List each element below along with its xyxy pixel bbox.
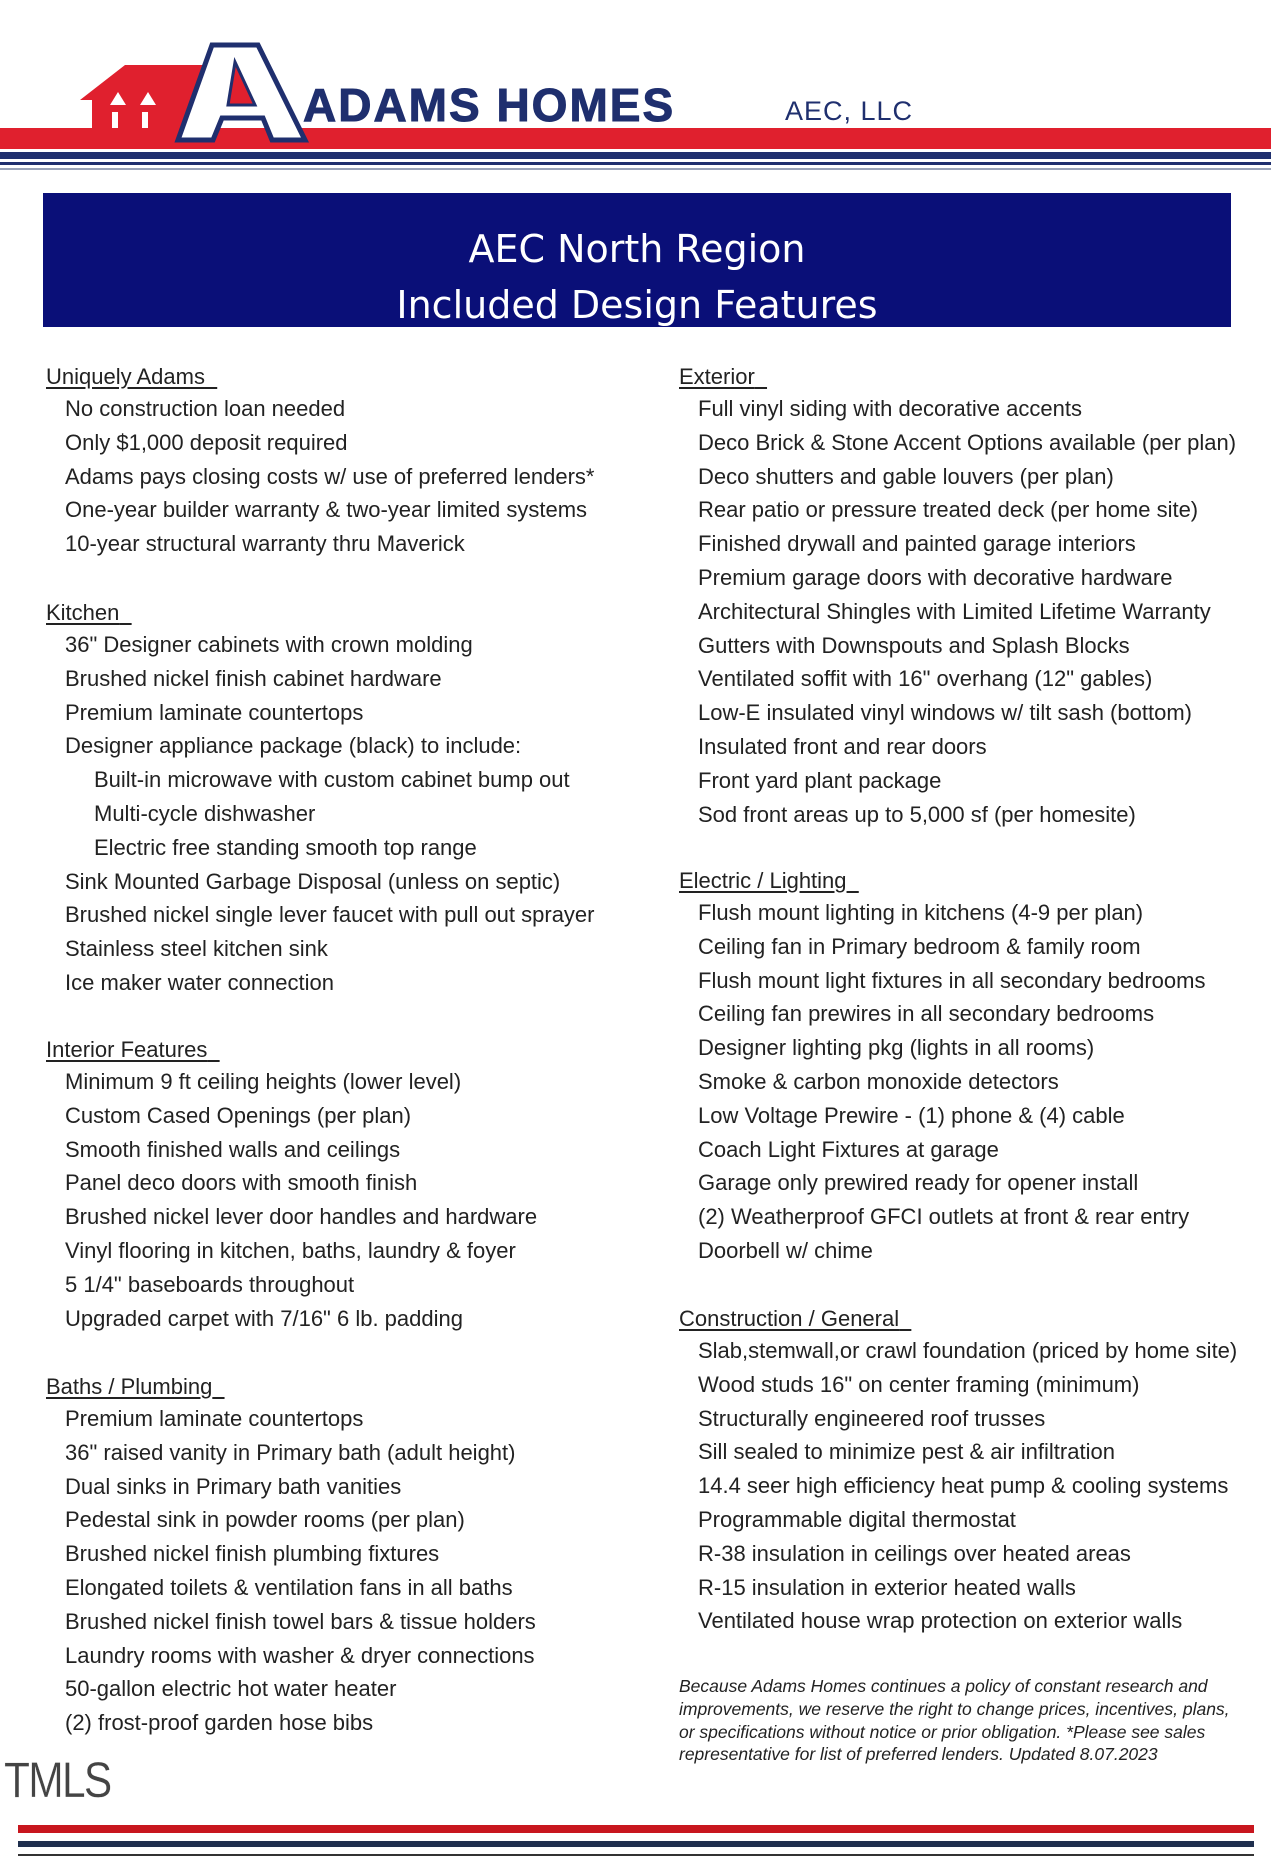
- watermark: TMLS: [4, 1752, 111, 1808]
- list-item: Flush mount light fixtures in all secondary bedrooms: [698, 967, 1206, 993]
- list-item: Adams pays closing costs w/ use of preferred lenders*: [65, 463, 595, 489]
- section-heading-text: Interior Features: [46, 1037, 208, 1062]
- list-item: Programmable digital thermostat: [698, 1506, 1016, 1532]
- list-item: Flush mount lighting in kitchens (4-9 per plan): [698, 900, 1144, 925]
- list-item: Finished drywall and painted garage interiors: [698, 531, 1136, 557]
- list-item: Smooth finished walls and ceilings: [65, 1136, 401, 1162]
- feature-list: [46, 1402, 536, 1740]
- list-item: No construction loan needed: [65, 396, 346, 421]
- list-item: Ventilated soffit with 16" overhang (12" gables): [698, 666, 1153, 692]
- list-item: (2) Weatherproof GFCI outlets at front & rear entry: [698, 1204, 1190, 1230]
- brand-name: ADAMS HOMES: [303, 79, 676, 131]
- section-heading: [46, 1371, 225, 1402]
- title-banner: [43, 193, 1231, 327]
- list-item: Wood studs 16" on center framing (minimum): [698, 1371, 1140, 1397]
- section: [679, 361, 1236, 831]
- list-item: Brushed nickel lever door handles and hardware: [65, 1204, 538, 1230]
- list-item: Gutters with Downspouts and Splash Blocks: [698, 632, 1130, 658]
- list-item: Premium laminate countertops: [65, 699, 364, 725]
- list-item: Brushed nickel single lever faucet with pull out sprayer: [65, 902, 595, 928]
- list-item: Ice maker water connection: [65, 969, 335, 995]
- list-item: Laundry rooms with washer & dryer connections: [65, 1642, 535, 1668]
- feature-list: [679, 896, 1205, 1268]
- section: [679, 865, 1205, 1268]
- feature-list: [679, 1334, 1237, 1638]
- list-item: Built-in microwave with custom cabinet bump out: [94, 767, 570, 793]
- section-heading-text: Baths / Plumbing: [46, 1374, 213, 1399]
- feature-list: [46, 1065, 537, 1335]
- feature-list: [679, 392, 1236, 831]
- heading-underline-trail: [207, 1037, 219, 1062]
- section: [46, 361, 594, 561]
- list-item: Sill sealed to minimize pest & air infiltration: [698, 1439, 1115, 1465]
- list-item: Ceiling fan in Primary bedroom & family room: [698, 933, 1141, 959]
- list-item: Deco shutters and gable louvers (per plan): [698, 463, 1114, 489]
- list-item: Multi-cycle dishwasher: [94, 800, 316, 826]
- list-item: Minimum 9 ft ceiling heights (lower level): [65, 1069, 462, 1094]
- list-item: Premium laminate countertops: [65, 1406, 364, 1431]
- section: [46, 1371, 536, 1740]
- section-heading-text: Electric / Lighting: [679, 868, 847, 893]
- list-item: 36" raised vanity in Primary bath (adult height): [65, 1439, 516, 1465]
- list-item: Brushed nickel finish cabinet hardware: [65, 665, 442, 691]
- section-heading: [679, 361, 767, 392]
- list-item: 50-gallon electric hot water heater: [65, 1676, 397, 1702]
- list-item: Garage only prewired ready for opener install: [698, 1170, 1139, 1196]
- list-item: 36" Designer cabinets with crown molding: [65, 632, 473, 657]
- list-item: Front yard plant package: [698, 767, 942, 793]
- list-item: Architectural Shingles with Limited Lifetime Warranty: [698, 598, 1211, 624]
- list-item: Pedestal sink in powder rooms (per plan): [65, 1507, 465, 1533]
- section-heading: [46, 1034, 220, 1065]
- list-item: (2) frost-proof garden hose bibs: [65, 1710, 374, 1736]
- heading-underline-trail: [119, 600, 131, 625]
- disclaimer-text: Because Adams Homes continues a policy of constant research and improvements, we reserve the right to change prices, incentives, plans, or specifications without notice or prior obligation. *Please see sales representative for list of preferred lenders. Updated 8.07.2023: [679, 1676, 1230, 1765]
- list-item: Designer lighting pkg (lights in all rooms): [698, 1035, 1095, 1061]
- section-heading: [46, 597, 132, 628]
- list-item: R-15 insulation in exterior heated walls: [698, 1574, 1076, 1600]
- section: [46, 1034, 537, 1335]
- list-item: Low-E insulated vinyl windows w/ tilt sash (bottom): [698, 700, 1192, 726]
- banner-title-line1: AEC North Region: [468, 227, 806, 271]
- list-item: Premium garage doors with decorative hardware: [698, 564, 1173, 590]
- list-item: Ventilated house wrap protection on exterior walls: [698, 1608, 1183, 1634]
- list-item: Brushed nickel finish plumbing fixtures: [65, 1541, 440, 1567]
- list-item: Brushed nickel finish towel bars & tissue holders: [65, 1608, 536, 1634]
- list-item: Slab,stemwall,or crawl foundation (priced by home site): [698, 1338, 1238, 1363]
- feature-list: [46, 628, 595, 1000]
- list-item: Coach Light Fixtures at garage: [698, 1136, 999, 1162]
- list-item: Low Voltage Prewire - (1) phone & (4) cable: [698, 1102, 1125, 1128]
- heading-underline-trail: [899, 1306, 911, 1331]
- list-item: Doorbell w/ chime: [698, 1237, 873, 1263]
- list-item: 10-year structural warranty thru Maverick: [65, 531, 465, 557]
- section: [679, 1303, 1237, 1638]
- list-item: Upgraded carpet with 7/16" 6 lb. padding: [65, 1305, 463, 1331]
- list-item: Ceiling fan prewires in all secondary bedrooms: [698, 1001, 1155, 1027]
- heading-underline-trail: [755, 364, 767, 389]
- list-item: Panel deco doors with smooth finish: [65, 1170, 418, 1196]
- feature-list: [46, 392, 594, 561]
- list-item: Custom Cased Openings (per plan): [65, 1102, 412, 1128]
- list-item: Deco Brick & Stone Accent Options available (per plan): [698, 429, 1237, 455]
- list-item: Only $1,000 deposit required: [65, 429, 348, 455]
- list-item: Designer appliance package (black) to include:: [65, 733, 522, 759]
- list-item: Smoke & carbon monoxide detectors: [698, 1068, 1059, 1094]
- list-item: Vinyl flooring in kitchen, baths, laundry & foyer: [65, 1237, 516, 1263]
- list-item: Structurally engineered roof trusses: [698, 1405, 1046, 1431]
- list-item: Electric free standing smooth top range: [94, 834, 477, 860]
- list-item: Dual sinks in Primary bath vanities: [65, 1473, 402, 1499]
- section-heading: [679, 865, 859, 896]
- section: [46, 597, 595, 1000]
- section-heading: [46, 361, 217, 392]
- list-item: Full vinyl siding with decorative accents: [698, 396, 1082, 421]
- list-item: R-38 insulation in ceilings over heated areas: [698, 1540, 1131, 1566]
- list-item: 14.4 seer high efficiency heat pump & cooling systems: [698, 1473, 1229, 1499]
- list-item: One-year builder warranty & two-year limited systems: [65, 497, 588, 523]
- heading-underline-trail: [205, 364, 217, 389]
- heading-underline-trail: [212, 1374, 224, 1399]
- brand-subtitle: AEC, LLC: [785, 96, 914, 126]
- section-heading-text: Kitchen: [46, 600, 120, 625]
- list-item: Rear patio or pressure treated deck (per home site): [698, 497, 1199, 523]
- list-item: Elongated toilets & ventilation fans in all baths: [65, 1574, 513, 1600]
- section-heading-text: Construction / General: [679, 1306, 900, 1331]
- banner-title-line2: Included Design Features: [396, 283, 878, 327]
- section-heading-text: Uniquely Adams: [46, 364, 205, 389]
- section-heading-text: Exterior: [679, 364, 755, 389]
- list-item: Stainless steel kitchen sink: [65, 936, 328, 962]
- section-heading: [679, 1303, 911, 1334]
- list-item: Sod front areas up to 5,000 sf (per homesite): [698, 801, 1136, 827]
- list-item: Sink Mounted Garbage Disposal (unless on septic): [65, 868, 561, 894]
- heading-underline-trail: [847, 868, 859, 893]
- list-item: 5 1/4" baseboards throughout: [65, 1271, 355, 1297]
- list-item: Insulated front and rear doors: [698, 733, 987, 759]
